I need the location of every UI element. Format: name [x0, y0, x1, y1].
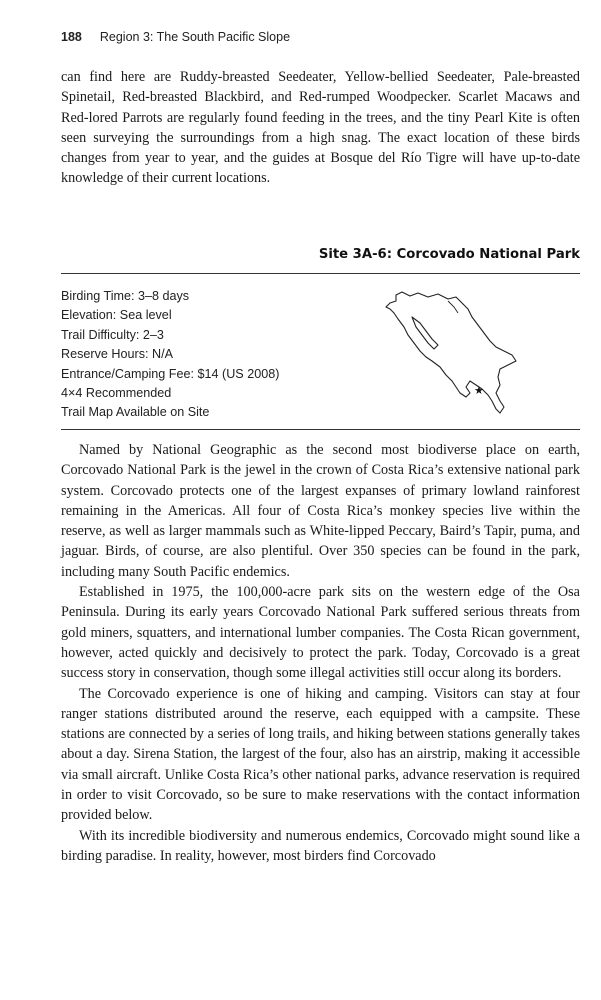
paragraph-birding: With its incredible biodiversity and numerous endemics, Corcovado might sound like a birding paradise. In reality, however, most birders find Corcovado	[61, 827, 580, 864]
fact-elevation: Elevation: Sea level	[61, 308, 172, 323]
paragraph-history: Established in 1975, the 100,000-acre park sits on the western edge of the Osa Peninsula. During its early years Corcovado National Park suffered serious threats from gold miners, squatters, and international lumber companies. The Costa Rican government, however, acted quickly and decisively to protect the park. Today, Corcovado is a great success story in conservation, though some illegal activities still occur along its borders.	[61, 584, 580, 682]
site-star-icon: ★	[474, 384, 484, 397]
gulf-line	[448, 301, 458, 313]
fact-reserve-hours: Reserve Hours: N/A	[61, 347, 173, 362]
costa-rica-outline	[386, 292, 516, 413]
fact-trail-difficulty: Trail Difficulty: 2–3	[61, 327, 164, 342]
fact-4x4: 4×4 Recommended	[61, 386, 172, 401]
site-facts-list	[61, 287, 279, 423]
paragraph-biodiversity: Named by National Geographic as the second most biodiverse place on earth, Corcovado National Park is the jewel in the crown of Costa Rica’s extensive national park system. Corcovado protects one of the largest expanses of primary lowland rainforest remaining in the Americas. All four of Costa Rica’s monkey species live within the reserve, as well as larger mammals such as White-lipped Peccary, Baird’s Tapir, puma, and jaguar. Birds, of course, are also plentiful. Over 350 species can be found in the park, including many South Pacific endemics.	[61, 442, 580, 580]
running-title: Region 3: The South Pacific Slope	[99, 30, 291, 44]
main-text-block	[61, 440, 580, 866]
site-heading: Site 3A-6: Corcovado National Park	[318, 247, 580, 262]
paragraph-experience: The Corcovado experience is one of hiking and camping. Visitors can stay at four ranger stations distributed around the reserve, each equipped with a campsite. These stations are connected by a series of long trails, and hiking between stations generally takes about a day. Sirena Station, the largest of the four, also has an airstrip, making it accessible via small aircraft. Unlike Costa Rica’s other national parks, advance reservation is required in order to visit Corcovado, so be sure to make reservations with the contact information provided below.	[61, 685, 580, 824]
fact-trail-map: Trail Map Available on Site	[61, 405, 210, 420]
intro-paragraph: can find here are Ruddy-breasted Seedeater, Yellow-bellied Seedeater, Pale-breasted Spinetail, Red-breasted Blackbird, and Red-rumped Woodpecker. Scarlet Macaws and Red-lored Parrots are regularly found feeding in the trees, and the tiny Pearl Kite is often seen surveying the surroundings from a high snag. The exact location of these birds changes from year to year, and the guides at Bosque del Río Tigre will have up-to-date knowledge of their current locations.	[61, 69, 580, 187]
site-box-bottom-rule	[61, 429, 580, 430]
site-box-top-rule	[61, 273, 580, 274]
costa-rica-locator-map	[350, 283, 530, 423]
intro-text-block	[61, 67, 580, 189]
running-header	[61, 30, 290, 44]
fact-entrance-fee: Entrance/Camping Fee: $14 (US 2008)	[61, 366, 280, 381]
fact-birding-time: Birding Time: 3–8 days	[61, 289, 190, 303]
page-number: 188	[61, 30, 82, 44]
